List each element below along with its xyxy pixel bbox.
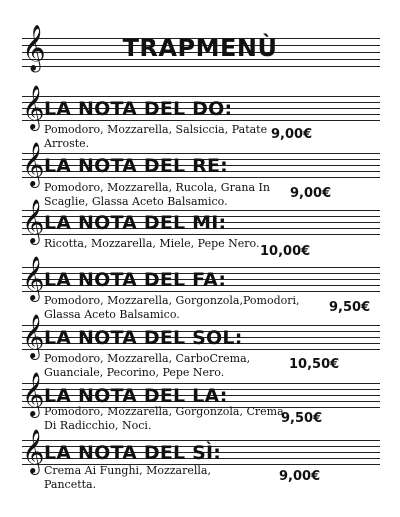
menu-item-name: LA NOTA DEL DO: <box>44 98 233 120</box>
treble-clef-icon: 𝄞 <box>22 429 45 473</box>
treble-clef-icon: 𝄞 <box>22 199 45 243</box>
treble-clef-icon: 𝄞 <box>22 372 45 416</box>
treble-clef-icon: 𝄞 <box>22 25 46 71</box>
menu-item-description: Pomodoro, Mozzarella, Gorgonzola, Crema Di Radicchio, Noci. <box>44 405 284 432</box>
treble-clef-icon: 𝄞 <box>22 314 45 358</box>
menu-item-name: LA NOTA DEL FA: <box>44 269 227 291</box>
menu-item-description: Pomodoro, Mozzarella, Rucola, Grana In Scaglie, Glassa Aceto Balsamico. <box>44 181 270 208</box>
menu-item-name: LA NOTA DEL SÌ: <box>44 442 222 464</box>
menu-item-description: Crema Ai Funghi, Mozzarella, Pancetta. <box>44 464 211 491</box>
menu-item-name: LA NOTA DEL LA: <box>44 385 228 407</box>
menu-item-name: LA NOTA DEL MI: <box>44 212 227 234</box>
menu-item-price: 10,00€ <box>260 244 311 259</box>
menu-item-price: 9,50€ <box>281 411 323 426</box>
menu-item-price: 9,00€ <box>271 127 313 142</box>
menu-item-description: Pomodoro, Mozzarella, Gorgonzola,Pomodori, Glassa Aceto Balsamico. <box>44 294 300 321</box>
menu-item-description: Ricotta, Mozzarella, Miele, Pepe Nero. <box>44 237 260 250</box>
menu-item-name: LA NOTA DEL SOL: <box>44 327 243 349</box>
treble-clef-icon: 𝄞 <box>22 85 45 129</box>
menu-item-name: LA NOTA DEL RE: <box>44 155 228 177</box>
menu-item-price: 9,00€ <box>290 186 332 201</box>
menu-item-description: Pomodoro, Mozzarella, CarboCrema, Guanciale, Pecorino, Pepe Nero. <box>44 352 251 379</box>
menu-item-price: 9,00€ <box>279 469 321 484</box>
menu-item-description: Pomodoro, Mozzarella, Salsiccia, Patate Arroste. <box>44 123 268 150</box>
treble-clef-icon: 𝄞 <box>22 256 45 300</box>
treble-clef-icon: 𝄞 <box>22 142 45 186</box>
menu-item-price: 10,50€ <box>289 357 340 372</box>
page-title: TRAPMENÙ <box>122 34 278 62</box>
menu-item-price: 9,50€ <box>329 300 371 315</box>
